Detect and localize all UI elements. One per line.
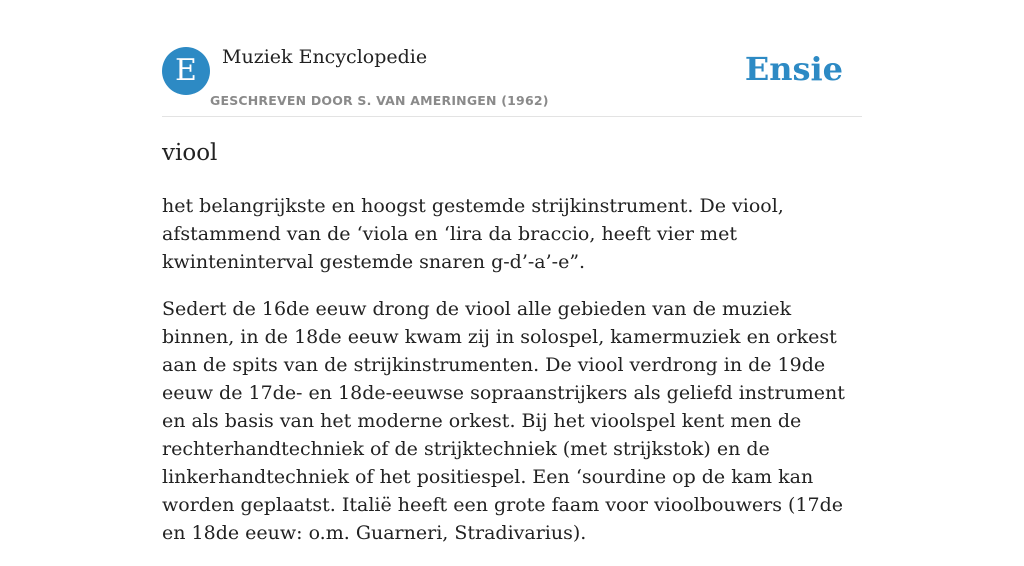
entry-body [162,192,862,566]
brand-logo[interactable]: Ensie [744,50,843,88]
author-byline: GESCHREVEN DOOR S. VAN AMERINGEN (1962) [210,93,549,108]
entry-title: viool [162,140,218,166]
source-logo-badge[interactable]: E [162,47,210,95]
entry-paragraph: Sedert de 16de eeuw drong de viool alle gebieden van de muziek binnen, in de 18de eeuw kwam zij in solospel, kamermuziek en orkest aan de spits van de strijkinstrumenten. De viool verdrong in de 19de eeuw de 17de- en 18de-eeuwse sopraanstrijkers als geliefd instrument en als basis van het moderne orkest. Bij het vioolspel kent men de rechterhandtechniek of de strijktechniek (met strijkstok) en de linkerhandtechniek of het positiespel. Een ‘sourdine op de kam kan worden geplaatst. Italië heeft een grote faam voor vioolbouwers (17de en 18de eeuw: o.m. Guarneri, Stradivarius). [162,298,845,544]
entry-paragraph: het belangrijkste en hoogst gestemde strijkinstrument. De viool, afstammend van de ‘viola en ‘lira da braccio, heeft vier met kwinteninterval gestemde snaren g-d’-a’-e”. [162,195,784,273]
source-title[interactable]: Muziek Encyclopedie [222,46,428,68]
header [162,0,862,117]
